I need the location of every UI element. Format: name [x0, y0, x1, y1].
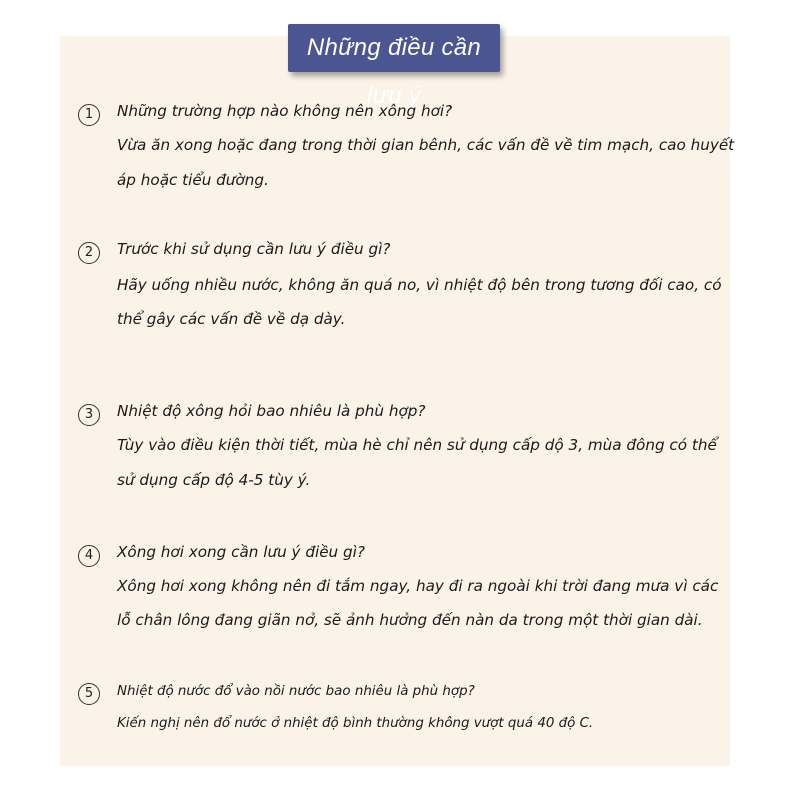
circled-number-1: 1 [78, 104, 100, 126]
faq-answer-5-line-1: Kiến nghị nên đổ nước ở nhiệt độ bình thường không vượt quá 40 độ C. [117, 716, 594, 731]
faq-answer-3-line-1: Tùy vào điều kiện thời tiết, mùa hè chỉ nên sử dụng cấp dộ 3, mùa đông có thể [117, 436, 717, 454]
faq-answer-4-line-1: Xông hơi xong không nên đi tắm ngay, hay đi ra ngoài khi trời đang mưa vì các [117, 577, 719, 595]
faq-answer-2-line-1: Hãy uống nhiều nước, không ăn quá no, vì nhiệt độ bên trong tương đối cao, có [117, 276, 722, 294]
circled-number-4: 4 [78, 545, 100, 567]
faq-answer-1-line-1: Vừa ăn xong hoặc đang trong thời gian bênh, các vấn đề về tim mạch, cao huyết [117, 136, 735, 154]
faq-answer-4-line-2: lỗ chân lông đang giãn nở, sẽ ảnh hưởng đến nàn da trong một thời gian dài. [117, 611, 703, 629]
circled-number-5: 5 [78, 683, 100, 705]
faq-question-2: Trước khi sử dụng cần lưu ý điều gì? [117, 240, 391, 258]
circled-number-2: 2 [78, 242, 100, 264]
faq-answer-3-line-2: sử dụng cấp độ 4-5 tùy ý. [117, 471, 311, 489]
faq-question-3: Nhiệt độ xông hỏi bao nhiêu là phù hợp? [117, 402, 426, 420]
title-banner: Những điều cần lưu ý [288, 24, 500, 72]
faq-question-1: Những trường hợp nào không nên xông hơi? [117, 102, 453, 120]
faq-question-4: Xông hơi xong cần lưu ý điều gì? [117, 543, 365, 561]
circled-number-3: 3 [78, 404, 100, 426]
faq-question-5: Nhiệt độ nước đổ vào nồi nước bao nhiêu là phù hợp? [117, 684, 475, 699]
faq-answer-2-line-2: thể gây các vấn đề về dạ dày. [117, 310, 346, 328]
faq-answer-1-line-2: áp hoặc tiểu đường. [117, 171, 269, 189]
